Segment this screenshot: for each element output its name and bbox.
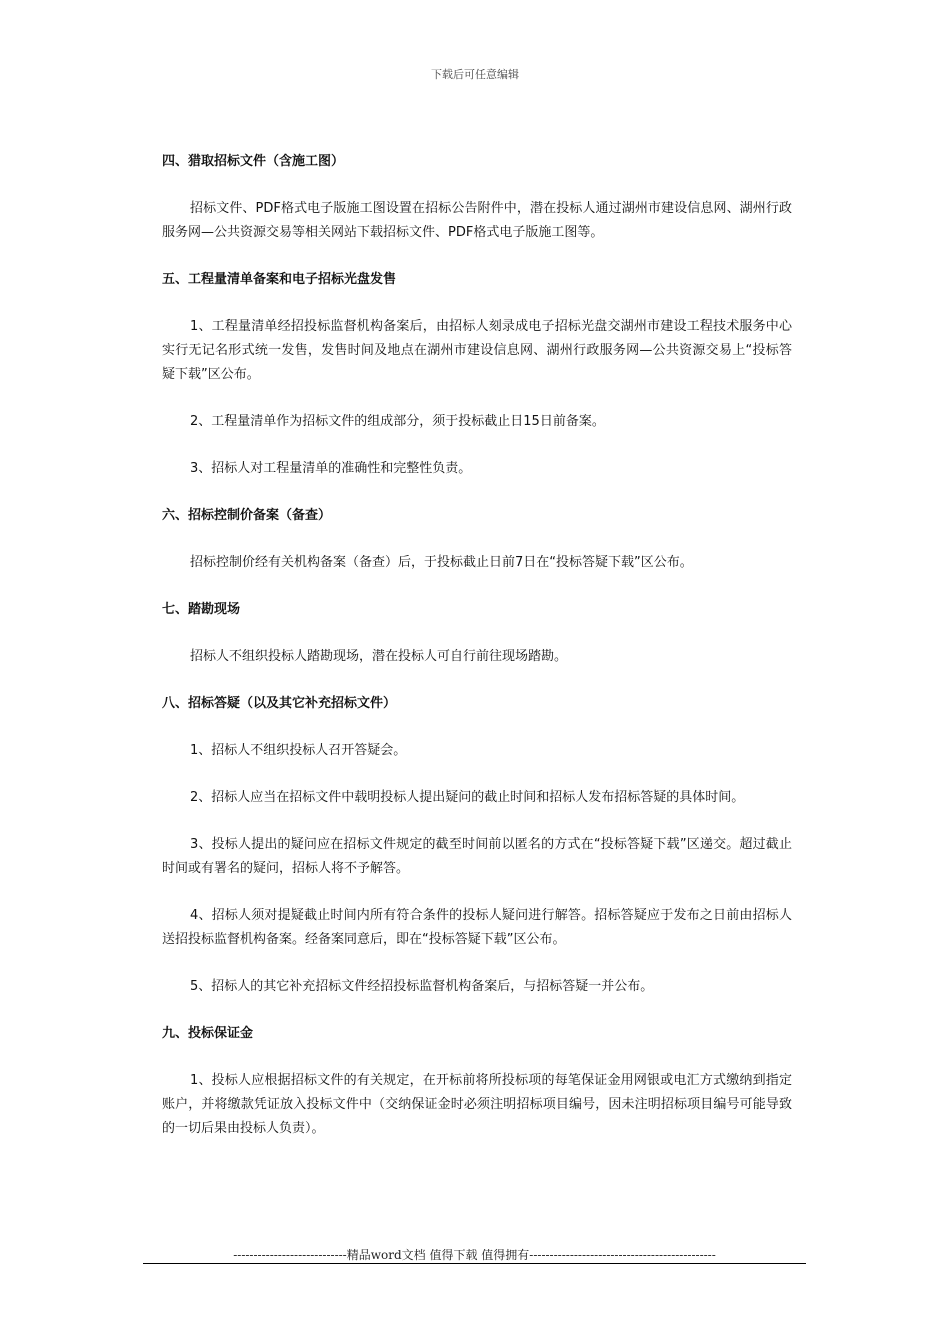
document-body	[162, 150, 792, 1164]
paragraph: 招标人不组织投标人踏勘现场，潜在投标人可自行前往现场踏勘。	[190, 649, 568, 664]
paragraph: 1、工程量清单经招投标监督机构备案后，由招标人刻录成电子招标光盘交湖州市建设工程技术服务中心实行无记名形式统一发售，发售时间及地点在湖州市建设信息网、湖州行政服务网—公共资源交易上“投标答疑下载”区公布。	[162, 319, 792, 382]
section-heading: 九、投标保证金	[162, 1026, 254, 1041]
section-8	[162, 692, 792, 999]
paragraph: 2、工程量清单作为招标文件的组成部分，须于投标截止日15日前备案。	[190, 414, 605, 429]
paragraph: 2、招标人应当在招标文件中载明投标人提出疑问的截止时间和招标人发布招标答疑的具体时间。	[190, 790, 745, 805]
section-heading: 八、招标答疑（以及其它补充招标文件）	[162, 696, 397, 711]
section-heading: 六、招标控制价备案（备查）	[162, 508, 332, 523]
footer-divider	[143, 1263, 806, 1264]
paragraph: 3、投标人提出的疑问应在招标文件规定的截至时间前以匿名的方式在“投标答疑下载”区递交。超过截止时间或有署名的疑问，招标人将不予解答。	[162, 837, 792, 876]
paragraph: 3、招标人对工程量清单的准确性和完整性负责。	[190, 461, 472, 476]
paragraph: 1、投标人应根据招标文件的有关规定，在开标前将所投标项的每笔保证金用网银或电汇方式缴纳到指定账户，并将缴款凭证放入投标文件中（交纳保证金时必须注明招标项目编号，因未注明招标项目编号可能导致的一切后果由投标人负责）。	[162, 1073, 792, 1136]
paragraph: 1、招标人不组织投标人召开答疑会。	[190, 743, 407, 758]
page-footer: ----------------------------精品word文档 值得下载 值得拥有----------------------------------------------	[233, 1248, 716, 1262]
section-heading: 七、踏勘现场	[162, 602, 241, 617]
section-7	[162, 598, 792, 669]
section-heading: 四、猎取招标文件（含施工图）	[162, 154, 345, 169]
page-header: 下载后可任意编辑	[431, 68, 519, 81]
section-4	[162, 150, 792, 245]
section-9	[162, 1022, 792, 1141]
section-6	[162, 504, 792, 575]
paragraph: 招标文件、PDF格式电子版施工图设置在招标公告附件中，潜在投标人通过湖州市建设信息网、湖州行政服务网—公共资源交易等相关网站下载招标文件、PDF格式电子版施工图等。	[162, 201, 792, 240]
paragraph: 招标控制价经有关机构备案（备查）后，于投标截止日前7日在“投标答疑下载”区公布。	[190, 555, 693, 570]
paragraph: 4、招标人须对提疑截止时间内所有符合条件的投标人疑问进行解答。招标答疑应于发布之日前由招标人送招投标监督机构备案。经备案同意后，即在“投标答疑下载”区公布。	[162, 908, 792, 947]
section-5	[162, 268, 792, 481]
paragraph: 5、招标人的其它补充招标文件经招投标监督机构备案后，与招标答疑一并公布。	[190, 979, 654, 994]
section-heading: 五、工程量清单备案和电子招标光盘发售	[162, 272, 397, 287]
